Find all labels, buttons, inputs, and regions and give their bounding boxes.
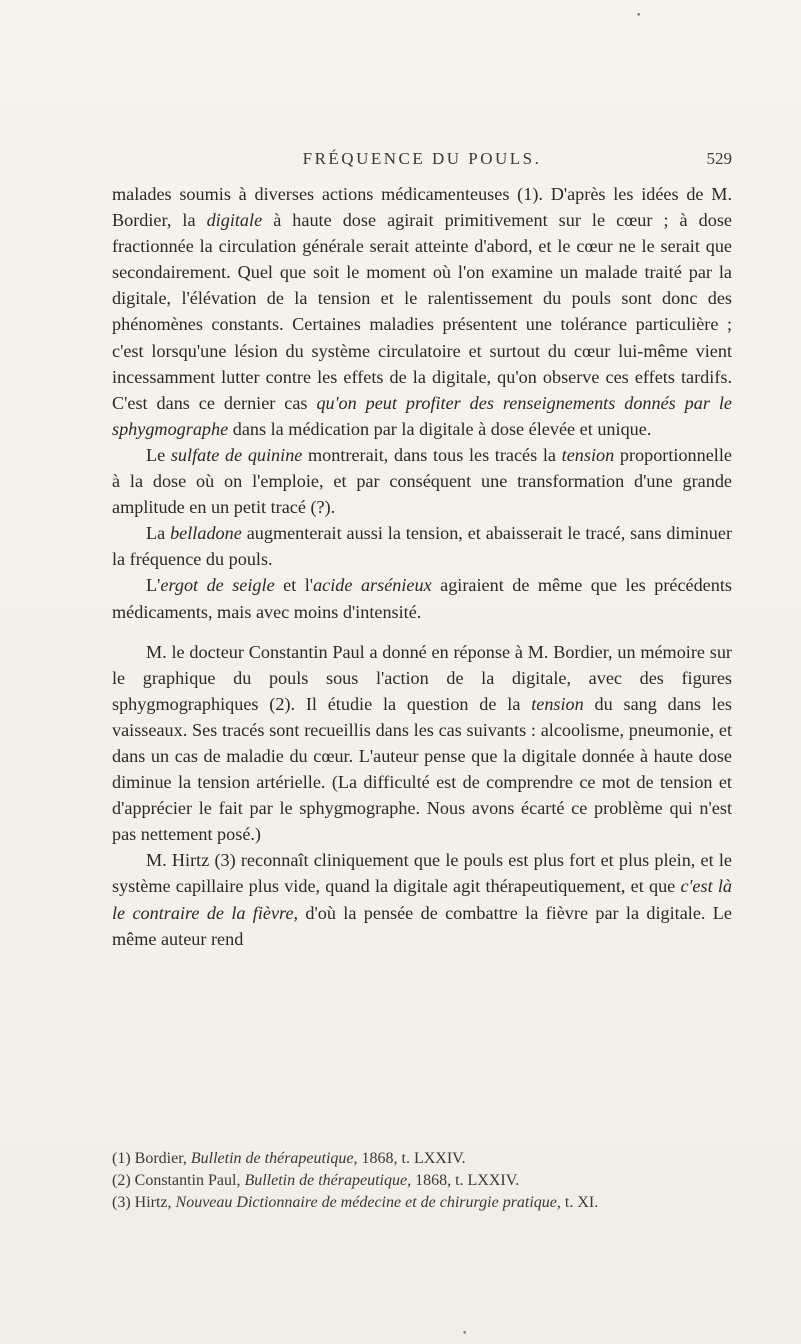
text-run: L' [146,575,161,596]
page-header [112,147,732,171]
text-run: , t. XI. [556,1194,599,1211]
footnote [112,1170,732,1192]
paragraph [112,520,732,572]
italic-text-run: tension [561,444,615,465]
italic-text-run: acide arsénieux [313,575,432,596]
page-speck: • [462,1329,468,1339]
running-title: FRÉQUENCE DU POULS. [302,149,542,168]
text-run: et l' [274,575,314,596]
text-run: malades soumis à diverses actions médicamenteuses (1). D'après les idées de M. Bordier, la [112,184,732,231]
text-run: M. Hirtz (3) reconnaît cliniquement que le pouls est plus fort et plus plein, et le système capillaire plus vide, quand la digitale agit thérapeutiquement, et que [112,850,732,897]
text-run: (3) Hirtz, [112,1194,176,1211]
text-run: augmenterait aussi la tension, et abaisserait le tracé, sans diminuer la fréquence du pouls. [112,523,733,570]
italic-text-run: Bulletin de thérapeutique [190,1150,354,1167]
text-run: du sang dans les vaisseaux. Ses tracés sont recueillis dans les cas suivants : alcoolisme, pneumonie, et dans un cas de maladie du cœur. L'auteur pense que la digitale donnée à haute dose diminue la tension artérielle. (La difficulté est de comprendre ce mot de tension et d'apprécier le fait par le sphygmographe. Nous avons écarté ce problème qui n'est pas nettement posé.) [112,693,732,845]
text-run: (1) Bordier, [112,1150,191,1167]
italic-text-run: belladone [170,523,242,544]
footnotes [112,1148,732,1214]
italic-text-run: qu'on peut profiter des renseignements donnés par le sphygmographe [112,392,732,439]
page-speck: • [636,11,642,21]
paragraph [112,572,732,624]
text-run: (2) Constantin Paul, [112,1172,245,1189]
footnote [112,1148,732,1170]
text-run: , 1868, t. LXXIV. [353,1150,466,1167]
paragraph [112,847,732,951]
paragraph [112,181,732,442]
italic-text-run: ergot de seigle [160,575,275,596]
italic-text-run: Nouveau Dictionnaire de médecine et de chirurgie pratique [175,1194,557,1211]
text-run: à haute dose agirait primitivement sur le cœur ; à dose fractionnée la circulation générale serait atteinte d'abord, et le cœur ne le serait que secondairement. Quel que soit le moment où l'on examine un malade traité par la digitale, l'élévation de la tension et le ralentissement du pouls sont donc des phénomènes constants. Certaines maladies présentent une tolérance particulière ; c'est lorsqu'une lésion du système circulatoire et surtout du cœur lui-même vient incessamment lutter contre les effets de la digitale, qu'on observe ces effets tardifs. C'est dans ce dernier cas [112,210,732,413]
page-number: 529 [706,149,732,168]
footnote [112,1192,732,1214]
text-run: , 1868, t. LXXIV. [407,1172,520,1189]
text-run: , d'où la pensée de combattre la fièvre par la digitale. Le même auteur rend [112,902,732,949]
text-run: dans la médication par la digitale à dose élevée et unique. [228,418,652,439]
italic-text-run: Bulletin de thérapeutique [244,1172,408,1189]
italic-text-run: sulfate de quinine [170,444,303,465]
text-run: Le [146,444,171,465]
text-run: La [146,523,171,544]
body-text [112,181,732,952]
italic-text-run: tension [531,693,584,714]
paragraph [112,442,732,520]
italic-text-run: digitale [206,210,263,231]
paragraph [112,639,732,848]
text-run: montrerait, dans tous les tracés la [302,444,562,465]
text-run: proportionnelle à la dose où on l'emploie, et par conséquent une transformation d'une grande amplitude en un petit tracé (?). [112,444,732,518]
text-run: M. le docteur Constantin Paul a donné en réponse à M. Bordier, un mémoire sur le graphique du pouls sous l'action de la digitale, avec des figures sphygmographiques (2). Il étudie la question de la [112,641,732,714]
italic-text-run: c'est là le contraire de la fièvre [112,876,732,923]
text-run: agiraient de même que les précédents médicaments, mais avec moins d'intensité. [112,575,732,622]
